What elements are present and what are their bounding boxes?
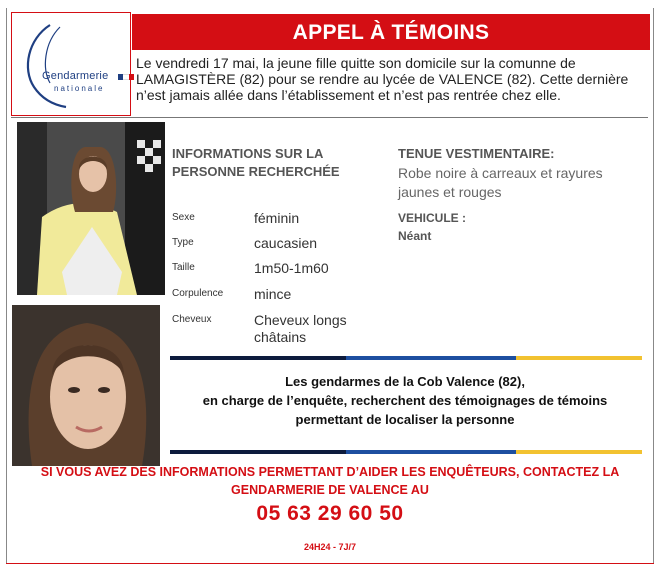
info-label: Sexe [172,212,195,223]
info-value: Cheveux longs châtains [254,312,347,345]
bottom-rule [6,563,654,564]
alert-line: SI VOUS AVEZ DES INFORMATIONS PERMETTANT D’AIDER LES ENQUÊTEURS, CONTACTEZ LA [40,465,620,479]
info-label: Cheveux [172,314,212,325]
info-section-title: INFORMATIONS SUR LA PERSONNE RECHERCHÉE [172,146,340,179]
availability-hours: 24H24 - 7J/7 [303,542,357,552]
tenue-section-title: TENUE VESTIMENTAIRE: [398,146,555,161]
stripe-divider-top [170,356,642,360]
appeal-message [190,372,620,429]
info-label: Corpulence [172,288,224,299]
logo-subtext: nationale [54,84,105,93]
info-label: Taille [172,262,195,273]
contact-alert [20,463,640,499]
phone-number[interactable]: 05 63 29 60 50 [256,502,404,525]
tenue-description: Robe noire à carreaux et rayures jaunes et rouges [398,165,603,200]
person-photo-full [17,122,165,295]
page-title: APPEL À TÉMOINS [132,14,650,50]
info-value: féminin [254,210,300,226]
divider [11,117,648,118]
logo-text: Gendarmerie [42,70,109,82]
message-line: Les gendarmes de la Cob Valence (82), [285,374,525,389]
gendarmerie-logo [11,12,131,116]
logo-arc-icon [20,21,90,109]
person-photo-portrait [12,305,160,466]
stripe-divider-bottom [170,450,642,454]
info-label: Type [172,237,194,248]
vehicule-title: VEHICULE : [398,211,467,225]
info-value: mince [254,286,292,302]
info-value: 1m50-1m60 [254,260,329,276]
intro-text: Le vendredi 17 mai, la jeune fille quitte son domicile sur la comunne de LAMAGISTÈRE (82) pour se rendre au lycée de VALENCE (82). Cette dernière n’est jamais allée dans l’établissement et n’est pas rentrée chez elle. [136,55,629,103]
message-line: en charge de l’enquête, recherchent des témoignages de témoins [202,393,608,408]
vehicule-value: Néant [398,229,432,243]
info-value: caucasien [254,235,318,251]
message-line: permettant de localiser la personne [295,412,515,427]
alert-line: GENDARMERIE DE VALENCE AU [231,483,429,497]
tricolor-flag-icon [118,74,134,80]
